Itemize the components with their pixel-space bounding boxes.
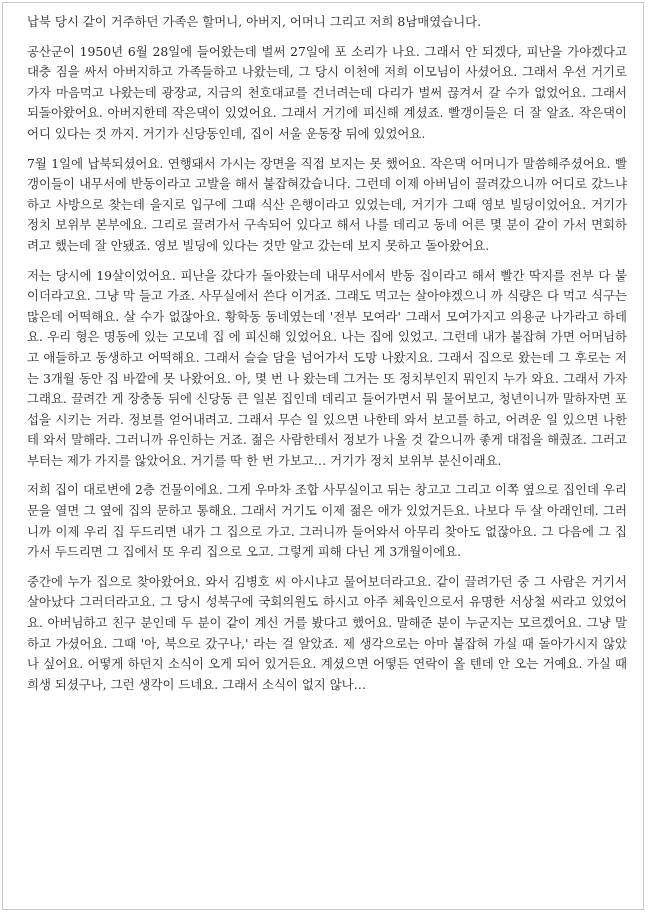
paragraph-hiding-at-home: 저는 당시에 19살이었어요. 피난을 갔다가 돌아왔는데 내무서에서 반동 집이라고 해서 빨간 딱지를 전부 다 붙이더라고요. 그냥 막 들고 가죠. 사무실에서 쓴다 이거죠. 그래도 먹고는 살아야겠으니 까 식량은 다 먹고 식구는 많은데 어떡해요. 살 수가 없잖아요. 황학동 동네였는데 '전부 모여라' 그래서 모여가지고 의용군 나가라고 하데요. 우리 형은 명동에 있는 고모네 집 에 피신해 있었어요. 나는 집에 있었고. 그런데 내가 붙잡혀 가면 어머님하고 애들하고 동생하고 어떡해요. 그래서 슬슬 담을 넘어가서 도망 나왔지요. 그래서 집으로 왔는데 그 후로는 저는 3개월 동안 집 바깥에 못 나왔어요. 아, 몇 번 나 왔는데 그거는 또 정치부인지 뭐인지 누가 와요. 그래서 가자 그래요. 끌려간 게 장충동 뒤에 신당동 큰 일본 집인데 데리고 들어가면서 뭐 물어보고, 청년이니까 말하자면 포섭을 시키는 거라. 정보를 얻어내려고. 그래서 무슨 일 있으면 나한테 와서 보고를 하고, 어려운 일 있으면 나한테 와서 말해라. 그러니까 유인하는 거죠. 젊은 사람한테서 정보가 나올 것 같으니까 좋게 대접을 해줬죠. 그러고부터는 제가 가지를 않았어요. 거기를 딱 한 번 가보고… 거기가 정치 보위부 분신이래요. bbox=[27, 267, 627, 468]
paragraph-house-layout: 저희 집이 대로변에 2층 건물이에요. 그게 우마차 조합 사무실이고 뒤는 창고고 그리고 이쪽 옆으로 집인데 우리 문을 열면 그 옆에 집의 문하고 통해요. 그래서 거기도 이제 젊은 애가 있었거든요. 나보다 두 살 아래인데. 그러니까 이제 우리 집 두드리면 내가 그 집으로 가고. 그러니까 들어와서 아무리 찾아도 없잖아요. 그 다음에 그 집 가서 두드리면 그 집에서 또 우리 집으로 오고. 그렇게 피해 다닌 게 3개월이에요. bbox=[27, 482, 627, 560]
document-body bbox=[27, 12, 627, 704]
paragraph-invasion-refuge: 공산군이 1950년 6월 28일에 들어왔는데 벌써 27일에 포 소리가 나요. 그래서 안 되겠다, 피난을 가야겠다고 대충 짐을 싸서 아버지하고 가족들하고 나왔는데, 그 당시 이천에 저희 이모님이 사셨어요. 그래서 우선 거기로 가자 마음먹고 나왔는데 광장교, 지금의 천호대교를 건너려는데 다리가 벌써 끊겨서 갈 수가 없었어요. 그래서 되돌아왔어요. 아버지한테 작은댁이 있었어요. 그래서 거기에 피신해 계셨죠. 빨갱이들은 더 잘 알죠. 작은댁이 어디 있다는 것 까지. 거기가 신당동인데, 집이 서울 운동장 뒤에 있었어요. bbox=[27, 43, 627, 141]
paragraph-news-of-father: 중간에 누가 집으로 찾아왔어요. 와서 김병호 씨 아시냐고 물어보더라고요. 같이 끌려가던 중 그 사람은 거기서 살아났다 그러더라고요. 그 당시 성북구에 국회의원도 하시고 아주 체육인으로서 유명한 서상철 씨라고 있었어요. 아버님하고 친구 분인데 두 분이 같이 계신 거를 봤다고 했어요. 말해준 분이 누군지는 모르겠어요. 그냥 말하고 가셨어요. 그때 '아, 북으로 갔구나,' 라는 걸 알았죠. 제 생각으로는 아마 붙잡혀 가실 때 돌아가시지 않았나 싶어요. 어떻게 하던지 소식이 오게 되어 있거든요. 계셨으면 어떻든 연락이 올 텐데 안 오는 거예요. 가실 때 희생 되셨구나, 그런 생각이 드네요. 그래서 소식이 없지 않나… bbox=[27, 573, 627, 692]
paragraph-abduction-july: 7월 1일에 납북되셨어요. 연행돼서 가시는 장면을 직접 보지는 못 했어요. 작은댁 어머니가 말씀해주셨어요. 빨갱이들이 내무서에 반동이라고 고발을 해서 붙잡혀갔습니다. 그런데 이제 아버님이 끌려갔으니까 어디로 갔느냐 하고 사방으로 찾는데 을지로 입구에 그때 식산 은행이라고 있었는데, 거기가 그때 영보 빌딩이었어요. 거기가 정치 보위부 본부에요. 그리로 끌려가서 구속되어 있다고 해서 나를 데리고 동네 어른 몇 분이 같이 가서 면회하려고 했는데 잘 안됐죠. 영보 빌딩에 있다는 것만 알고 갔는데 보지 못하고 돌아왔어요. bbox=[27, 155, 627, 253]
document-page bbox=[2, 2, 644, 910]
paragraph-family-members: 납북 당시 같이 거주하던 가족은 할머니, 아버지, 어머니 그리고 저희 8남매였습니다. bbox=[27, 14, 482, 29]
